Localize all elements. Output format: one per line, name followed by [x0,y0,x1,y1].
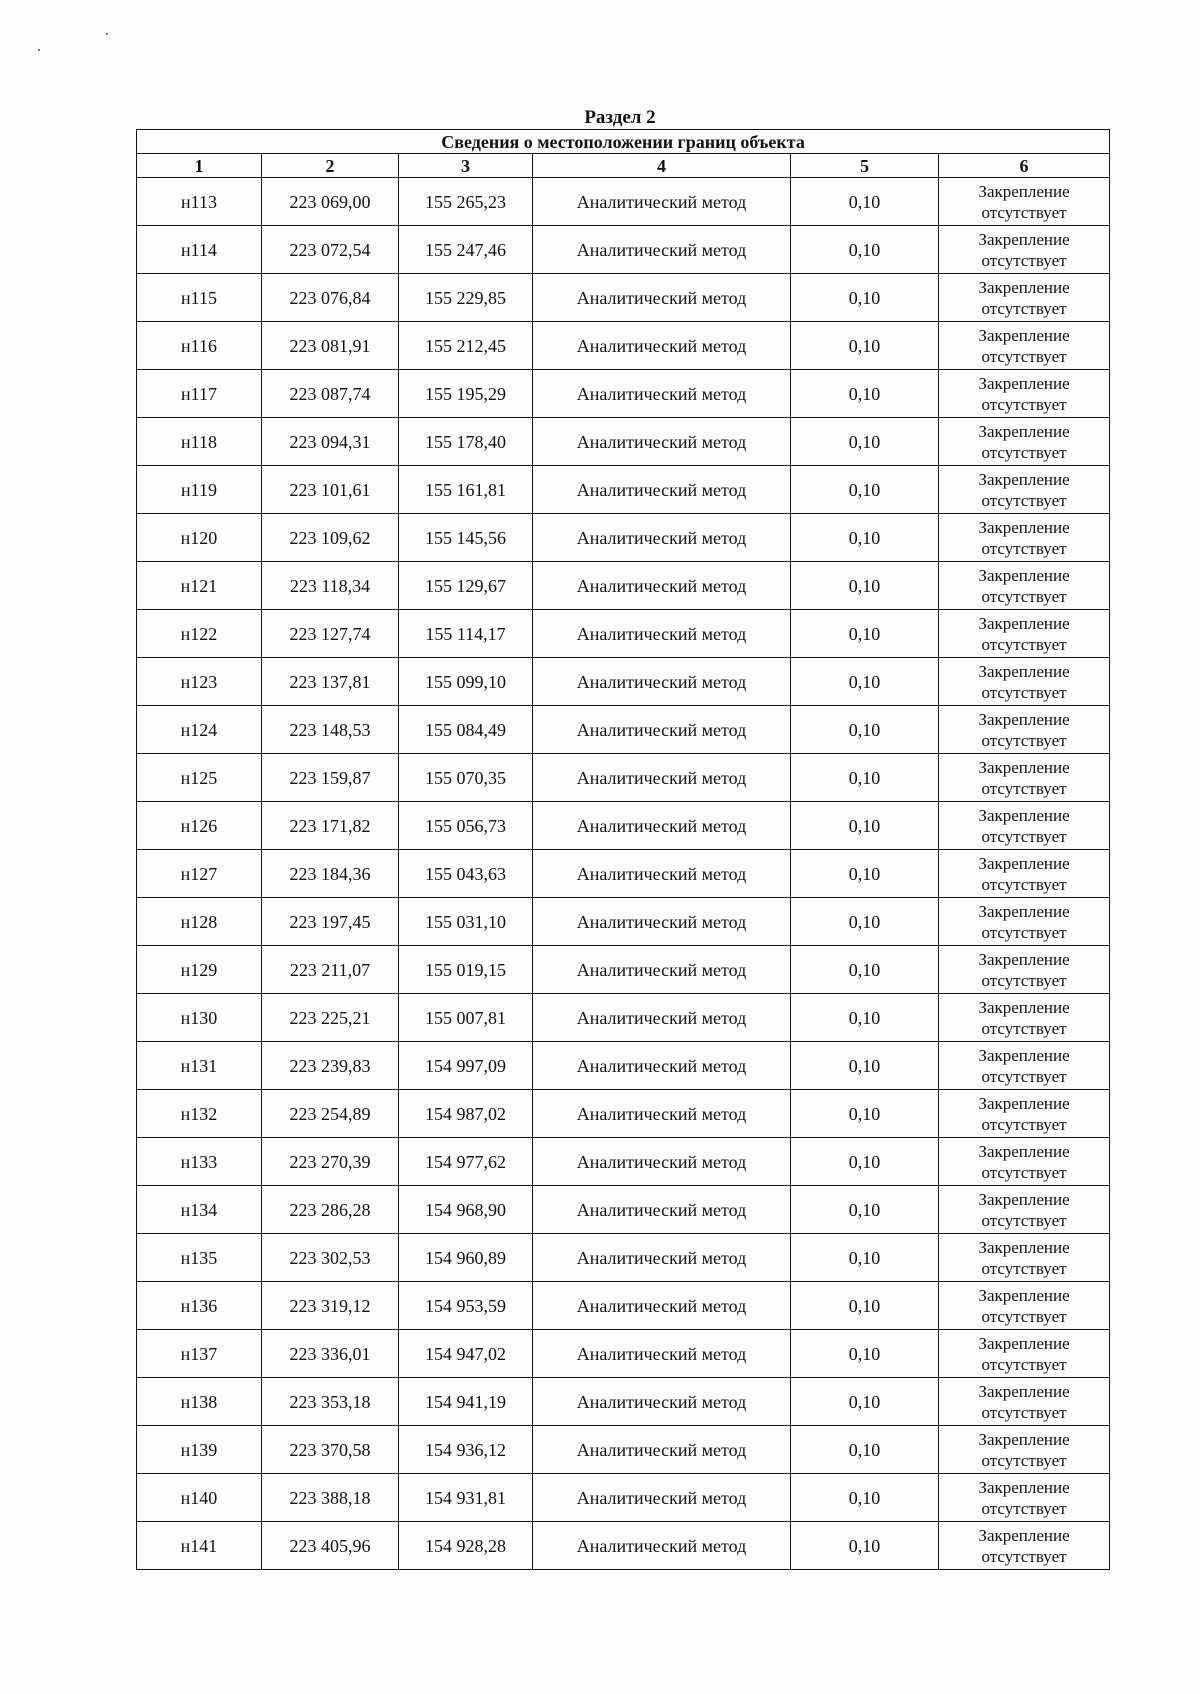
fixing-cell [939,226,1110,274]
y-coordinate-cell: 154 953,59 [399,1282,533,1330]
y-coordinate-cell: 154 977,62 [399,1138,533,1186]
table-row [137,850,1110,898]
fixing-text: Закрепление [978,613,1070,633]
fixing-text: Закрепление [978,709,1070,729]
fixing-text: отсутствует [981,1306,1067,1326]
fixing-text: Закрепление [978,1045,1070,1065]
method-cell: Аналитический метод [533,1042,791,1090]
point-name-cell: н129 [137,946,262,994]
fixing-cell [939,1138,1110,1186]
y-coordinate-cell: 155 178,40 [399,418,533,466]
fixing-text: отсутствует [981,346,1067,366]
accuracy-cell: 0,10 [791,706,939,754]
column-header: 6 [939,154,1110,178]
fixing-text: Закрепление [978,1237,1070,1257]
point-name-cell: н126 [137,802,262,850]
accuracy-cell: 0,10 [791,898,939,946]
fixing-cell [939,1474,1110,1522]
y-coordinate-cell: 154 968,90 [399,1186,533,1234]
method-cell: Аналитический метод [533,1090,791,1138]
x-coordinate-cell: 223 069,00 [262,178,399,226]
fixing-text: отсутствует [981,922,1067,942]
fixing-cell [939,1282,1110,1330]
fixing-text: отсутствует [981,1258,1067,1278]
fixing-text: отсутствует [981,778,1067,798]
fixing-text: отсутствует [981,586,1067,606]
fixing-text: Закрепление [978,901,1070,921]
table-row [137,514,1110,562]
fixing-text: отсутствует [981,634,1067,654]
table-row [137,994,1110,1042]
table-row [137,610,1110,658]
fixing-cell [939,466,1110,514]
method-cell: Аналитический метод [533,610,791,658]
fixing-text: Закрепление [978,277,1070,297]
method-cell: Аналитический метод [533,1474,791,1522]
table-row [137,1090,1110,1138]
fixing-text: Закрепление [978,565,1070,585]
table-row [137,1426,1110,1474]
method-cell: Аналитический метод [533,1186,791,1234]
accuracy-cell: 0,10 [791,178,939,226]
method-cell: Аналитический метод [533,1282,791,1330]
fixing-text: отсутствует [981,250,1067,270]
x-coordinate-cell: 223 171,82 [262,802,399,850]
point-name-cell: н120 [137,514,262,562]
point-name-cell: н122 [137,610,262,658]
method-cell: Аналитический метод [533,1138,791,1186]
fixing-text: Закрепление [978,517,1070,537]
fixing-cell [939,514,1110,562]
y-coordinate-cell: 155 007,81 [399,994,533,1042]
y-coordinate-cell: 155 145,56 [399,514,533,562]
fixing-text: отсутствует [981,1018,1067,1038]
method-cell: Аналитический метод [533,658,791,706]
fixing-cell [939,850,1110,898]
point-name-cell: н127 [137,850,262,898]
fixing-cell [939,658,1110,706]
fixing-text: отсутствует [981,1450,1067,1470]
y-coordinate-cell: 155 114,17 [399,610,533,658]
x-coordinate-cell: 223 159,87 [262,754,399,802]
fixing-cell [939,802,1110,850]
x-coordinate-cell: 223 109,62 [262,514,399,562]
point-name-cell: н123 [137,658,262,706]
column-header: 5 [791,154,939,178]
fixing-cell [939,1090,1110,1138]
x-coordinate-cell: 223 388,18 [262,1474,399,1522]
method-cell: Аналитический метод [533,466,791,514]
fixing-cell [939,706,1110,754]
table-row [137,322,1110,370]
table-body [137,178,1110,1570]
x-coordinate-cell: 223 336,01 [262,1330,399,1378]
fixing-cell [939,1426,1110,1474]
y-coordinate-cell: 155 043,63 [399,850,533,898]
fixing-text: отсутствует [981,490,1067,510]
column-header: 2 [262,154,399,178]
fixing-text: Закрепление [978,229,1070,249]
fixing-text: отсутствует [981,730,1067,750]
fixing-text: Закрепление [978,949,1070,969]
point-name-cell: н117 [137,370,262,418]
fixing-cell [939,994,1110,1042]
x-coordinate-cell: 223 127,74 [262,610,399,658]
fixing-text: отсутствует [981,1546,1067,1566]
column-header: 4 [533,154,791,178]
y-coordinate-cell: 155 129,67 [399,562,533,610]
y-coordinate-cell: 154 960,89 [399,1234,533,1282]
x-coordinate-cell: 223 101,61 [262,466,399,514]
fixing-text: Закрепление [978,1525,1070,1545]
accuracy-cell: 0,10 [791,514,939,562]
y-coordinate-cell: 155 056,73 [399,802,533,850]
method-cell: Аналитический метод [533,322,791,370]
fixing-text: отсутствует [981,394,1067,414]
method-cell: Аналитический метод [533,370,791,418]
method-cell: Аналитический метод [533,1330,791,1378]
table-row [137,178,1110,226]
table-caption: Сведения о местоположении границ объекта [137,130,1110,154]
fixing-text: отсутствует [981,538,1067,558]
fixing-text: отсутствует [981,970,1067,990]
fixing-cell [939,178,1110,226]
table-row [137,1234,1110,1282]
x-coordinate-cell: 223 286,28 [262,1186,399,1234]
accuracy-cell: 0,10 [791,1282,939,1330]
fixing-text: отсутствует [981,826,1067,846]
method-cell: Аналитический метод [533,850,791,898]
x-coordinate-cell: 223 118,34 [262,562,399,610]
method-cell: Аналитический метод [533,754,791,802]
fixing-cell [939,1042,1110,1090]
fixing-text: Закрепление [978,1189,1070,1209]
fixing-text: Закрепление [978,1333,1070,1353]
x-coordinate-cell: 223 370,58 [262,1426,399,1474]
fixing-text: Закрепление [978,853,1070,873]
point-name-cell: н135 [137,1234,262,1282]
column-header: 1 [137,154,262,178]
y-coordinate-cell: 154 997,09 [399,1042,533,1090]
section-title: Раздел 2 [584,107,656,128]
scan-speck [106,33,108,35]
point-name-cell: н115 [137,274,262,322]
table-row [137,370,1110,418]
method-cell: Аналитический метод [533,706,791,754]
method-cell: Аналитический метод [533,1522,791,1570]
table-row [137,658,1110,706]
y-coordinate-cell: 154 931,81 [399,1474,533,1522]
point-name-cell: н131 [137,1042,262,1090]
point-name-cell: н128 [137,898,262,946]
fixing-text: Закрепление [978,1381,1070,1401]
x-coordinate-cell: 223 405,96 [262,1522,399,1570]
fixing-text: отсутствует [981,682,1067,702]
x-coordinate-cell: 223 211,07 [262,946,399,994]
accuracy-cell: 0,10 [791,1234,939,1282]
table-row [137,898,1110,946]
table-row [137,1042,1110,1090]
table-row [137,274,1110,322]
point-name-cell: н140 [137,1474,262,1522]
fixing-cell [939,370,1110,418]
fixing-cell [939,1522,1110,1570]
fixing-text: Закрепление [978,181,1070,201]
accuracy-cell: 0,10 [791,274,939,322]
y-coordinate-cell: 155 195,29 [399,370,533,418]
accuracy-cell: 0,10 [791,418,939,466]
y-coordinate-cell: 155 247,46 [399,226,533,274]
y-coordinate-cell: 155 099,10 [399,658,533,706]
fixing-cell [939,1330,1110,1378]
x-coordinate-cell: 223 270,39 [262,1138,399,1186]
point-name-cell: н141 [137,1522,262,1570]
fixing-cell [939,1234,1110,1282]
x-coordinate-cell: 223 137,81 [262,658,399,706]
fixing-text: отсутствует [981,298,1067,318]
fixing-text: Закрепление [978,1285,1070,1305]
method-cell: Аналитический метод [533,1234,791,1282]
accuracy-cell: 0,10 [791,754,939,802]
accuracy-cell: 0,10 [791,1426,939,1474]
x-coordinate-cell: 223 076,84 [262,274,399,322]
method-cell: Аналитический метод [533,994,791,1042]
y-coordinate-cell: 155 070,35 [399,754,533,802]
method-cell: Аналитический метод [533,418,791,466]
y-coordinate-cell: 154 941,19 [399,1378,533,1426]
table-row [137,1378,1110,1426]
point-name-cell: н134 [137,1186,262,1234]
fixing-cell [939,1378,1110,1426]
method-cell: Аналитический метод [533,1426,791,1474]
fixing-text: отсутствует [981,1210,1067,1230]
table-row [137,562,1110,610]
table-row [137,1522,1110,1570]
x-coordinate-cell: 223 072,54 [262,226,399,274]
point-name-cell: н138 [137,1378,262,1426]
point-name-cell: н136 [137,1282,262,1330]
accuracy-cell: 0,10 [791,562,939,610]
accuracy-cell: 0,10 [791,1186,939,1234]
y-coordinate-cell: 155 265,23 [399,178,533,226]
point-name-cell: н114 [137,226,262,274]
point-name-cell: н137 [137,1330,262,1378]
fixing-text: отсутствует [981,202,1067,222]
table-row [137,1282,1110,1330]
fixing-text: Закрепление [978,325,1070,345]
fixing-text: отсутствует [981,1162,1067,1182]
accuracy-cell: 0,10 [791,946,939,994]
accuracy-cell: 0,10 [791,1378,939,1426]
fixing-cell [939,754,1110,802]
method-cell: Аналитический метод [533,274,791,322]
fixing-text: Закрепление [978,757,1070,777]
x-coordinate-cell: 223 197,45 [262,898,399,946]
y-coordinate-cell: 155 161,81 [399,466,533,514]
point-name-cell: н113 [137,178,262,226]
method-cell: Аналитический метод [533,898,791,946]
table-header-row [137,154,1110,178]
fixing-text: Закрепление [978,1429,1070,1449]
point-name-cell: н130 [137,994,262,1042]
accuracy-cell: 0,10 [791,1138,939,1186]
accuracy-cell: 0,10 [791,226,939,274]
table-row [137,418,1110,466]
accuracy-cell: 0,10 [791,850,939,898]
fixing-cell [939,898,1110,946]
point-name-cell: н132 [137,1090,262,1138]
method-cell: Аналитический метод [533,178,791,226]
y-coordinate-cell: 155 084,49 [399,706,533,754]
table-row [137,706,1110,754]
fixing-text: Закрепление [978,1477,1070,1497]
table-row [137,754,1110,802]
method-cell: Аналитический метод [533,562,791,610]
point-name-cell: н118 [137,418,262,466]
accuracy-cell: 0,10 [791,1090,939,1138]
y-coordinate-cell: 154 936,12 [399,1426,533,1474]
fixing-text: отсутствует [981,1066,1067,1086]
accuracy-cell: 0,10 [791,610,939,658]
fixing-text: Закрепление [978,421,1070,441]
y-coordinate-cell: 154 947,02 [399,1330,533,1378]
fixing-text: отсутствует [981,874,1067,894]
y-coordinate-cell: 155 229,85 [399,274,533,322]
x-coordinate-cell: 223 087,74 [262,370,399,418]
x-coordinate-cell: 223 319,12 [262,1282,399,1330]
accuracy-cell: 0,10 [791,1330,939,1378]
fixing-text: Закрепление [978,1141,1070,1161]
table-caption-row [137,130,1110,154]
fixing-text: Закрепление [978,469,1070,489]
table-row [137,946,1110,994]
point-name-cell: н139 [137,1426,262,1474]
fixing-text: Закрепление [978,1093,1070,1113]
point-name-cell: н125 [137,754,262,802]
x-coordinate-cell: 223 094,31 [262,418,399,466]
boundary-coordinates-table [136,129,1110,1570]
accuracy-cell: 0,10 [791,466,939,514]
table-row [137,226,1110,274]
x-coordinate-cell: 223 302,53 [262,1234,399,1282]
point-name-cell: н121 [137,562,262,610]
point-name-cell: н124 [137,706,262,754]
fixing-cell [939,610,1110,658]
x-coordinate-cell: 223 081,91 [262,322,399,370]
fixing-text: отсутствует [981,1354,1067,1374]
table-row [137,1474,1110,1522]
point-name-cell: н133 [137,1138,262,1186]
method-cell: Аналитический метод [533,1378,791,1426]
x-coordinate-cell: 223 225,21 [262,994,399,1042]
accuracy-cell: 0,10 [791,370,939,418]
fixing-cell [939,562,1110,610]
table-row [137,1186,1110,1234]
fixing-text: отсутствует [981,1114,1067,1134]
accuracy-cell: 0,10 [791,1042,939,1090]
fixing-cell [939,1186,1110,1234]
fixing-text: Закрепление [978,661,1070,681]
y-coordinate-cell: 154 928,28 [399,1522,533,1570]
method-cell: Аналитический метод [533,514,791,562]
fixing-text: отсутствует [981,1498,1067,1518]
fixing-text: отсутствует [981,1402,1067,1422]
accuracy-cell: 0,10 [791,1474,939,1522]
y-coordinate-cell: 155 019,15 [399,946,533,994]
fixing-cell [939,322,1110,370]
table-row [137,466,1110,514]
method-cell: Аналитический метод [533,802,791,850]
fixing-text: Закрепление [978,997,1070,1017]
x-coordinate-cell: 223 184,36 [262,850,399,898]
accuracy-cell: 0,10 [791,994,939,1042]
y-coordinate-cell: 155 212,45 [399,322,533,370]
method-cell: Аналитический метод [533,226,791,274]
y-coordinate-cell: 154 987,02 [399,1090,533,1138]
accuracy-cell: 0,10 [791,322,939,370]
fixing-cell [939,274,1110,322]
y-coordinate-cell: 155 031,10 [399,898,533,946]
accuracy-cell: 0,10 [791,1522,939,1570]
fixing-text: отсутствует [981,442,1067,462]
accuracy-cell: 0,10 [791,802,939,850]
table-row [137,1330,1110,1378]
table-row [137,1138,1110,1186]
x-coordinate-cell: 223 148,53 [262,706,399,754]
x-coordinate-cell: 223 239,83 [262,1042,399,1090]
point-name-cell: н116 [137,322,262,370]
point-name-cell: н119 [137,466,262,514]
x-coordinate-cell: 223 353,18 [262,1378,399,1426]
fixing-cell [939,418,1110,466]
method-cell: Аналитический метод [533,946,791,994]
x-coordinate-cell: 223 254,89 [262,1090,399,1138]
table-row [137,802,1110,850]
column-header: 3 [399,154,533,178]
scan-speck [38,49,40,51]
fixing-cell [939,946,1110,994]
accuracy-cell: 0,10 [791,658,939,706]
fixing-text: Закрепление [978,805,1070,825]
fixing-text: Закрепление [978,373,1070,393]
